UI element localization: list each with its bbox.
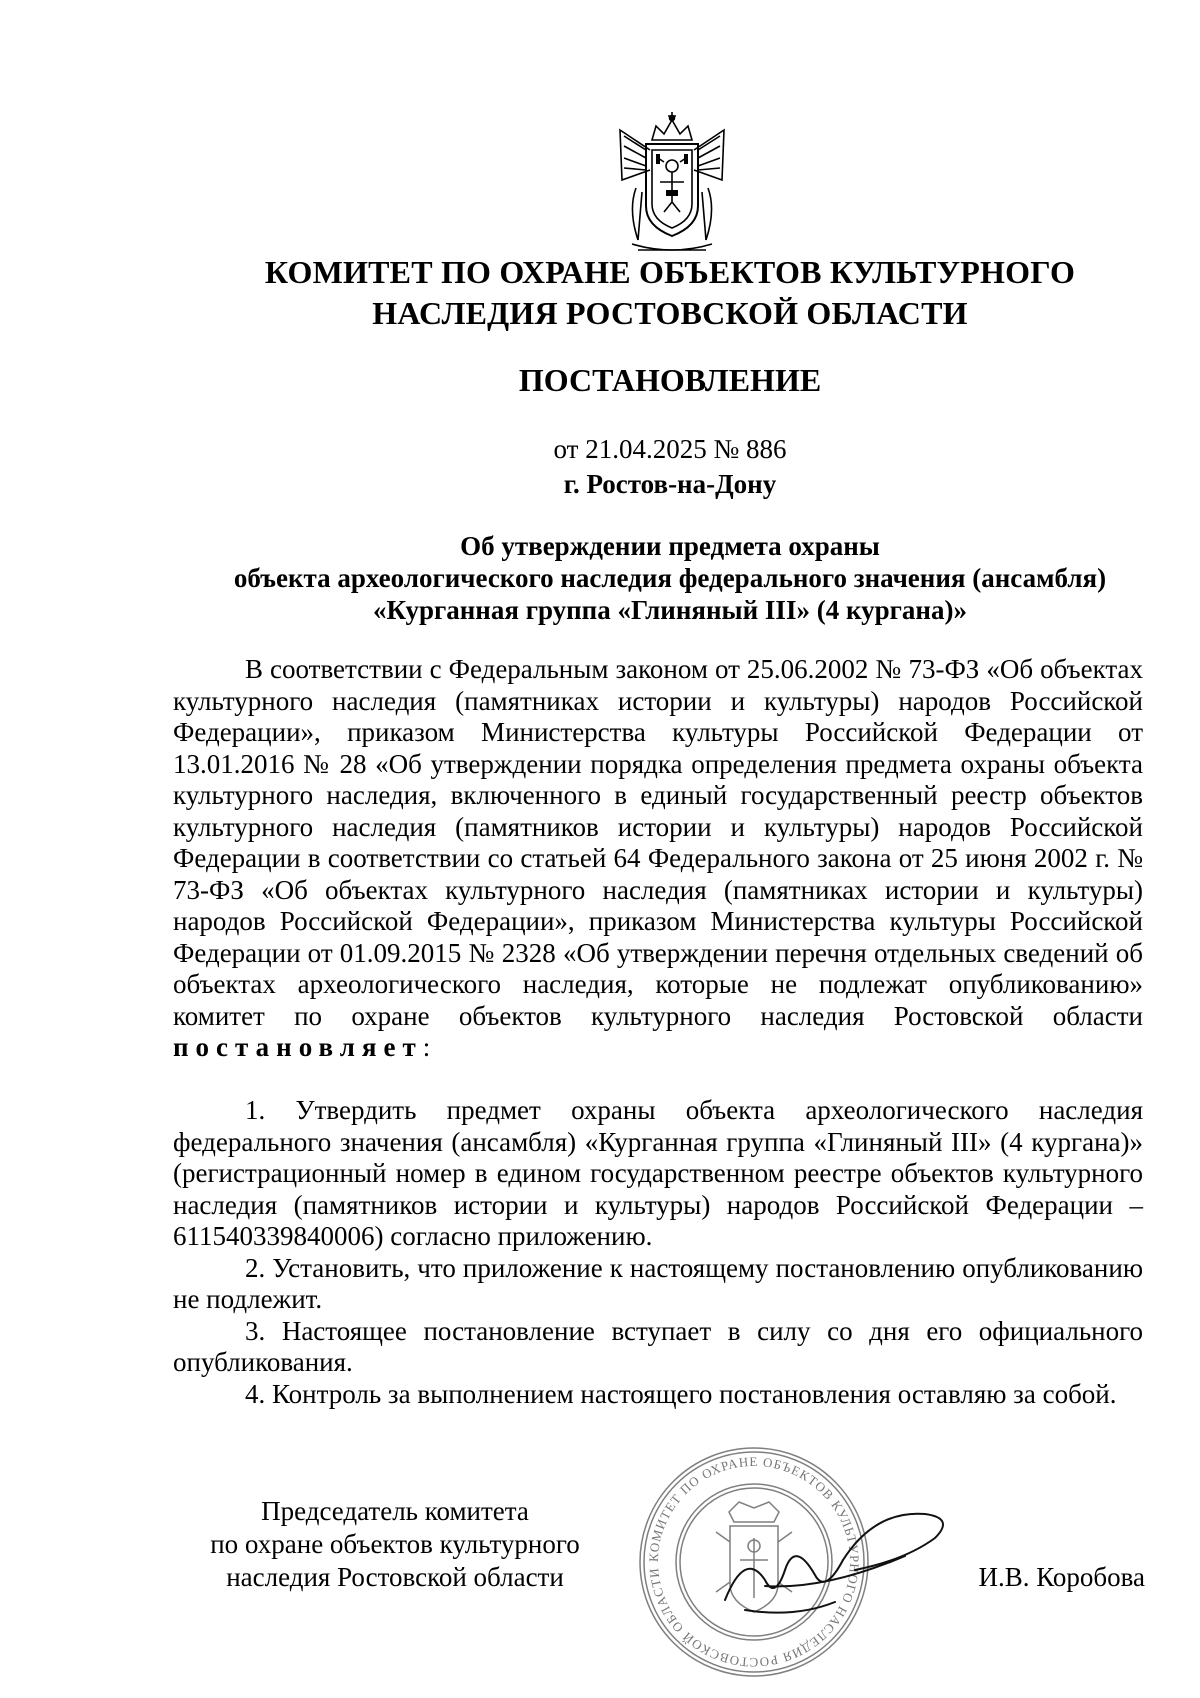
preamble-text: В соответствии с Федеральным законом от 25.06.2002 № 73-ФЗ «Об объектах культурного наследия (памятниках истории и культуры) народов Российской Федерации», приказом Министерства культуры Российской Федерации от 13.01.2016 № 28 «Об утверждении порядка определения предмета охраны объекта культурного наследия, включенного в единый государственный реестр объектов культурного наследия (памятников истории и культуры) народов Российской Федерации в соответствии со статьей 64 Федерального закона от 25 июня 2002 г. № 73-ФЗ «Об объектах культурного наследия (памятниках истории и культуры) народов Российской Федерации», приказом Министерства культуры Российской Федерации от 01.09.2015 № 2328 «Об утверждении перечня отдельных сведений об объектах археологического наследия, которые не подлежат опубликованию» комитет по охране объектов культурного наследия Ростовской области bbox=[173, 654, 1143, 1031]
decision-point-1: 1. Утвердить предмет охраны объекта археологического наследия федерального значения (ансамбля) «Курганная группа «Глиняный III» (4 кургана)» (регистрационный номер в едином государственном реестре объектов культурного наследия (памятников истории и культуры) народов Российской Федерации – 611540339840006) согласно приложению. bbox=[173, 1095, 1143, 1251]
decision-point-3: 3. Настоящее постановление вступает в силу со дня его официального опубликования. bbox=[173, 1315, 1143, 1377]
preamble bbox=[173, 654, 1143, 1064]
document-subject bbox=[170, 530, 1170, 626]
handwritten-signature-icon bbox=[705, 1490, 965, 1640]
subject-line-1: Об утверждении предмета охраны bbox=[460, 531, 880, 561]
organization-title-line-1: КОМИТЕТ ПО ОХРАНЕ ОБЪЕКТОВ КУЛЬТУРНОГО bbox=[264, 254, 1076, 290]
signer-position-line-1: Председатель комитета bbox=[261, 1496, 529, 1526]
signer-position bbox=[170, 1495, 620, 1594]
decision-points bbox=[173, 1095, 1143, 1410]
decision-point-2: 2. Установить, что приложение к настоящему постановлению опубликованию не подлежит. bbox=[173, 1252, 1143, 1314]
signer-name: И.В. Коробова bbox=[978, 1562, 1145, 1592]
seal-text: КОМИТЕТ ПО ОХРАНЕ ОБЪЕКТОВ КУЛЬТУРНОГО НАСЛЕДИЯ РОСТОВСКОЙ ОБЛАСТИ bbox=[645, 1453, 863, 1671]
preamble-paragraph bbox=[173, 654, 1143, 1064]
signer-position-line-3: наследия Ростовской области bbox=[226, 1562, 564, 1592]
document-type: ПОСТАНОВЛЕНИЕ bbox=[518, 362, 822, 398]
decree-word: постановляет bbox=[173, 1032, 423, 1062]
signer-position-line-2: по охране объектов культурного bbox=[210, 1529, 580, 1559]
decree-punct: : bbox=[422, 1032, 431, 1062]
document-city: г. Ростов-на-Дону bbox=[563, 469, 777, 499]
organization-title bbox=[170, 252, 1170, 334]
organization-title-line-2: НАСЛЕДИЯ РОСТОВСКОЙ ОБЛАСТИ bbox=[372, 295, 968, 331]
document-date-number: от 21.04.2025 № 886 bbox=[553, 434, 787, 464]
subject-line-3: «Курганная группа «Глиняный III» (4 кургана)» bbox=[373, 595, 967, 625]
coat-of-arms-icon bbox=[612, 110, 732, 258]
decision-point-4: 4. Контроль за выполнением настоящего постановления оставляю за собой. bbox=[245, 1378, 1117, 1409]
subject-line-2: объекта археологического наследия федерального значения (ансамбля) bbox=[233, 563, 1107, 593]
